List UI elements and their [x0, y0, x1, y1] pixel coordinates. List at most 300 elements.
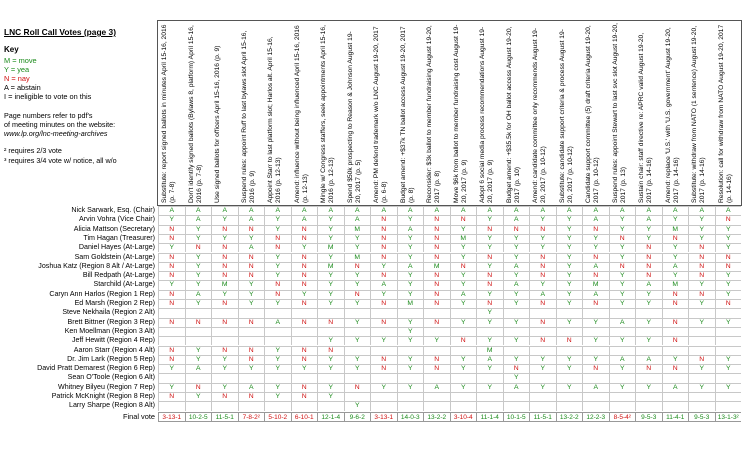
- vote-cell: Y: [476, 336, 503, 345]
- table-row: [0, 318, 742, 327]
- member-name: Joshua Katz (Region 8 Alt / At-Large): [38, 261, 155, 270]
- vote-cell: Y: [291, 290, 318, 299]
- vote-cell: Y: [476, 290, 503, 299]
- vote-cell: N: [238, 271, 265, 280]
- column-header: [585, 23, 603, 203]
- vote-cell: A: [609, 355, 636, 364]
- vote-cell: [662, 346, 689, 355]
- page-note-2: of meeting minutes on the website:: [4, 120, 116, 129]
- vote-cell: N: [370, 225, 397, 234]
- vote-cell: A: [688, 206, 715, 215]
- table-row: [0, 401, 742, 410]
- final-vote-result: 13-1-3²: [715, 412, 742, 422]
- vote-cell: Y: [450, 355, 477, 364]
- vote-cell: [238, 308, 265, 317]
- vote-cell: [370, 327, 397, 336]
- vote-cell: [609, 346, 636, 355]
- vote-cell: A: [503, 262, 530, 271]
- vote-cell: Y: [317, 299, 344, 308]
- vote-cell: Y: [503, 253, 530, 262]
- vote-cell: Y: [609, 253, 636, 262]
- vote-cell: Y: [264, 364, 291, 373]
- vote-cell: N: [688, 243, 715, 252]
- vote-cell: A: [476, 206, 503, 215]
- vote-cell: Y: [317, 215, 344, 224]
- vote-cell: Y: [397, 253, 424, 262]
- vote-cell: N: [635, 364, 662, 373]
- vote-cell: Y: [529, 364, 556, 373]
- vote-cell: N: [370, 271, 397, 280]
- vote-cell: [317, 308, 344, 317]
- vote-cell: [238, 373, 265, 382]
- vote-cell: Y: [397, 234, 424, 243]
- vote-cell: Y: [450, 364, 477, 373]
- vote-cell: A: [317, 206, 344, 215]
- final-vote-result: 11-4-1: [662, 412, 689, 422]
- vote-cell: A: [450, 206, 477, 215]
- vote-cell: N: [423, 318, 450, 327]
- column-header: [373, 23, 391, 203]
- vote-cell: Y: [556, 318, 583, 327]
- final-vote-result: 7-8-2²: [238, 412, 265, 422]
- vote-cell: Y: [185, 280, 212, 289]
- vote-cell: N: [370, 253, 397, 262]
- column-header-text: Amend: influence without being influenced April 15-16, 2016 (p. 12-13): [293, 25, 309, 203]
- vote-cell: Y: [688, 318, 715, 327]
- table-row: [0, 392, 742, 401]
- vote-cell: N: [529, 318, 556, 327]
- key-yea: Y = yea: [4, 65, 30, 74]
- vote-cell: N: [264, 234, 291, 243]
- vote-cell: [688, 308, 715, 317]
- column-header-text: Appoint Starr to last platform slot; Harlos alt. April 15-16, 2016 (p. 12-13): [267, 36, 282, 203]
- vote-cell: M: [211, 280, 238, 289]
- vote-cell: A: [238, 243, 265, 252]
- vote-cell: [264, 308, 291, 317]
- vote-cell: Y: [397, 383, 424, 392]
- vote-cell: A: [582, 262, 609, 271]
- vote-cell: N: [317, 318, 344, 327]
- vote-cell: Y: [264, 262, 291, 271]
- vote-cell: A: [582, 290, 609, 299]
- vote-cell: N: [211, 299, 238, 308]
- vote-cell: Y: [450, 253, 477, 262]
- vote-cell: Y: [529, 243, 556, 252]
- vote-cell: Y: [582, 355, 609, 364]
- vote-cell: N: [715, 215, 742, 224]
- column-header: [214, 23, 232, 203]
- final-vote-result: 11-5-1: [529, 412, 556, 422]
- vote-cell: N: [476, 253, 503, 262]
- vote-cell: N: [662, 299, 689, 308]
- vote-cell: [423, 392, 450, 401]
- vote-cell: N: [715, 253, 742, 262]
- vote-cell: N: [291, 299, 318, 308]
- vote-cell: Y: [344, 355, 371, 364]
- vote-cell: N: [291, 392, 318, 401]
- vote-cell: N: [423, 243, 450, 252]
- vote-cell: N: [503, 225, 530, 234]
- vote-cell: [688, 392, 715, 401]
- page-title: LNC Roll Call Votes (page 3): [4, 27, 116, 37]
- member-name: Steve Nekhaila (Region 2 Alt): [62, 308, 155, 317]
- vote-cell: Y: [211, 364, 238, 373]
- vote-cell: N: [264, 290, 291, 299]
- final-vote-result: 8-5-4²: [609, 412, 636, 422]
- vote-cell: Y: [529, 280, 556, 289]
- vote-cell: M: [344, 225, 371, 234]
- vote-cell: [238, 327, 265, 336]
- column-header: [188, 23, 206, 203]
- key-abstain: A = abstain: [4, 83, 41, 92]
- vote-cell: Y: [688, 364, 715, 373]
- vote-cell: [529, 308, 556, 317]
- vote-cell: Y: [370, 383, 397, 392]
- column-header: [400, 23, 418, 203]
- column-header: [612, 23, 630, 203]
- vote-cell: N: [582, 225, 609, 234]
- table-row: [0, 299, 742, 308]
- vote-cell: Y: [556, 364, 583, 373]
- vote-cell: Y: [158, 364, 185, 373]
- table-row: [0, 215, 742, 224]
- key-ineligible: I = ineligible to vote on this: [4, 92, 92, 101]
- vote-cell: [211, 401, 238, 410]
- vote-cell: Y: [635, 234, 662, 243]
- vote-cell: [688, 346, 715, 355]
- final-vote-result: 11-1-4: [476, 412, 503, 422]
- vote-cell: Y: [609, 225, 636, 234]
- member-name: Jeff Hewitt (Region 4 Rep): [71, 336, 155, 345]
- vote-cell: Y: [476, 318, 503, 327]
- vote-cell: A: [609, 206, 636, 215]
- vote-cell: [529, 392, 556, 401]
- vote-cell: Y: [370, 336, 397, 345]
- vote-cell: A: [715, 206, 742, 215]
- table-row: [0, 280, 742, 289]
- column-header: [638, 23, 656, 203]
- vote-cell: Y: [423, 336, 450, 345]
- vote-cell: N: [662, 234, 689, 243]
- vote-cell: [158, 308, 185, 317]
- vote-cell: Y: [158, 280, 185, 289]
- vote-cell: Y: [450, 383, 477, 392]
- vote-cell: A: [582, 206, 609, 215]
- vote-cell: Y: [211, 355, 238, 364]
- vote-cell: N: [423, 355, 450, 364]
- vote-cell: Y: [688, 225, 715, 234]
- vote-cell: A: [662, 206, 689, 215]
- vote-cell: N: [370, 215, 397, 224]
- vote-cell: [609, 327, 636, 336]
- vote-cell: N: [582, 271, 609, 280]
- vote-cell: Y: [662, 215, 689, 224]
- vote-cell: [397, 392, 424, 401]
- vote-cell: [715, 401, 742, 410]
- vote-cell: Y: [609, 271, 636, 280]
- vote-cell: Y: [185, 271, 212, 280]
- vote-cell: [423, 401, 450, 410]
- column-header-text: Adopt 6 social media process recommendations August 19-20, 2017 (p. 9): [479, 26, 494, 203]
- vote-cell: [609, 373, 636, 382]
- vote-cell: Y: [397, 336, 424, 345]
- vote-cell: [450, 346, 477, 355]
- vote-cell: N: [529, 225, 556, 234]
- column-header: [479, 23, 497, 203]
- member-name: Brett Bittner (Region 3 Rep): [67, 317, 155, 326]
- vote-cell: N: [291, 225, 318, 234]
- member-name: Bill Redpath (At-Large): [82, 271, 155, 280]
- final-vote-result: 5-10-2: [264, 412, 291, 422]
- vote-cell: N: [635, 271, 662, 280]
- vote-cell: N: [185, 383, 212, 392]
- vote-cell: [185, 373, 212, 382]
- vote-cell: Y: [635, 290, 662, 299]
- vote-cell: N: [291, 271, 318, 280]
- vote-cell: Y: [317, 280, 344, 289]
- vote-cell: N: [476, 271, 503, 280]
- vote-cell: Y: [211, 234, 238, 243]
- vote-cell: Y: [688, 234, 715, 243]
- vote-cell: Y: [264, 355, 291, 364]
- vote-cell: N: [158, 262, 185, 271]
- vote-cell: N: [582, 364, 609, 373]
- vote-cell: Y: [529, 234, 556, 243]
- vote-cell: [635, 346, 662, 355]
- vote-cell: Y: [635, 299, 662, 308]
- vote-cell: A: [211, 206, 238, 215]
- vote-cell: [476, 401, 503, 410]
- member-name: Caryn Ann Harlos (Region 1 Rep): [49, 289, 155, 298]
- vote-cell: Y: [556, 383, 583, 392]
- vote-cell: N: [688, 262, 715, 271]
- vote-cell: A: [635, 355, 662, 364]
- final-vote-result: 13-2-2: [556, 412, 583, 422]
- vote-cell: N: [291, 383, 318, 392]
- vote-cell: Y: [344, 271, 371, 280]
- vote-cell: Y: [556, 225, 583, 234]
- table-row: [0, 234, 742, 243]
- vote-cell: Y: [344, 336, 371, 345]
- vote-cell: [291, 401, 318, 410]
- column-header-text: Amend: replace 'U.S.' with 'U.S. government' August 19-20, 2017 (p. 14-16): [664, 27, 680, 203]
- vote-cell: [317, 373, 344, 382]
- vote-cell: Y: [635, 336, 662, 345]
- final-vote-result: 12-1-4: [317, 412, 344, 422]
- member-name: Ed Marsh (Region 2 Rep): [74, 299, 155, 307]
- vote-cell: [211, 336, 238, 345]
- vote-cell: Y: [715, 383, 742, 392]
- column-header: [453, 23, 471, 203]
- member-name: Alicia Mattson (Secretary): [73, 224, 155, 233]
- vote-cell: N: [291, 234, 318, 243]
- column-header-text: Amend: candidate committee only recommends August 19-20, 2017 (p. 10-12): [532, 27, 547, 203]
- vote-cell: Y: [715, 290, 742, 299]
- vote-cell: Y: [662, 271, 689, 280]
- vote-cell: [211, 327, 238, 336]
- vote-cell: Y: [291, 243, 318, 252]
- vote-cell: N: [688, 253, 715, 262]
- vote-cell: [344, 327, 371, 336]
- vote-cell: A: [503, 215, 530, 224]
- vote-cell: Y: [715, 234, 742, 243]
- vote-cell: [370, 401, 397, 410]
- table-row: [0, 346, 742, 355]
- vote-cell: [688, 336, 715, 345]
- vote-cell: Y: [688, 383, 715, 392]
- vote-cell: N: [211, 318, 238, 327]
- vote-cell: N: [476, 299, 503, 308]
- vote-cell: N: [370, 318, 397, 327]
- vote-cell: A: [556, 206, 583, 215]
- table-row: [0, 262, 742, 271]
- vote-cell: Y: [715, 243, 742, 252]
- member-name: Whitney Bilyeu (Region 7 Rep): [58, 382, 155, 391]
- column-header-text: Resolution: call for withdraw from NATO August 19-20, 2017 (p. 14-16): [717, 24, 733, 203]
- table-row: [0, 243, 742, 252]
- vote-cell: N: [423, 299, 450, 308]
- vote-cell: N: [423, 225, 450, 234]
- vote-cell: Y: [476, 215, 503, 224]
- vote-cell: N: [662, 318, 689, 327]
- vote-cell: [529, 327, 556, 336]
- vote-cell: [450, 327, 477, 336]
- vote-cell: [158, 327, 185, 336]
- vote-cell: N: [423, 280, 450, 289]
- vote-cell: A: [635, 206, 662, 215]
- vote-cell: [423, 373, 450, 382]
- vote-cell: N: [158, 290, 185, 299]
- vote-cell: Y: [450, 243, 477, 252]
- vote-cell: M: [662, 225, 689, 234]
- vote-cell: Y: [264, 383, 291, 392]
- vote-cell: A: [450, 290, 477, 299]
- vote-cell: A: [423, 383, 450, 392]
- vote-cell: Y: [317, 336, 344, 345]
- vote-cell: Y: [582, 234, 609, 243]
- vote-cell: Y: [662, 243, 689, 252]
- vote-cell: Y: [317, 364, 344, 373]
- vote-cell: N: [291, 280, 318, 289]
- archive-link[interactable]: www.lp.org/lnc-meeting-archives: [4, 129, 108, 138]
- vote-cell: Y: [158, 383, 185, 392]
- vote-cell: [556, 392, 583, 401]
- vote-cell: Y: [344, 243, 371, 252]
- member-name: Starchild (At-Large): [93, 280, 155, 289]
- vote-cell: Y: [556, 215, 583, 224]
- table-row: [0, 225, 742, 234]
- vote-cell: Y: [317, 383, 344, 392]
- final-vote-result: 10-1-5: [503, 412, 530, 422]
- vote-cell: M: [450, 234, 477, 243]
- vote-cell: N: [476, 225, 503, 234]
- member-name: David Pratt Demarest (Region 6 Rep): [37, 364, 155, 373]
- vote-cell: [450, 401, 477, 410]
- vote-cell: [238, 401, 265, 410]
- vote-cell: N: [423, 290, 450, 299]
- final-vote-result: 9-5-3: [688, 412, 715, 422]
- vote-cell: Y: [582, 318, 609, 327]
- vote-cell: Y: [662, 253, 689, 262]
- member-name: Daniel Hayes (At-Large): [78, 243, 155, 252]
- vote-cell: N: [423, 253, 450, 262]
- vote-cell: [450, 392, 477, 401]
- column-header: [294, 23, 312, 203]
- vote-cell: [688, 401, 715, 410]
- vote-cell: Y: [529, 215, 556, 224]
- vote-cell: Y: [344, 299, 371, 308]
- vote-cell: Y: [397, 327, 424, 336]
- vote-cell: N: [635, 253, 662, 262]
- key-nay: N = nay: [4, 74, 30, 83]
- member-name: Nick Sarwark, Esq. (Chair): [71, 206, 155, 214]
- vote-cell: N: [503, 364, 530, 373]
- vote-cell: N: [211, 271, 238, 280]
- vote-cell: Y: [211, 383, 238, 392]
- vote-cell: Y: [715, 355, 742, 364]
- vote-cell: N: [370, 299, 397, 308]
- vote-cell: Y: [397, 318, 424, 327]
- member-name: Sean O'Toole (Region 6 Alt): [67, 373, 155, 382]
- vote-cell: Y: [344, 364, 371, 373]
- member-name: Patrick McKnight (Region 8 Rep): [51, 392, 155, 400]
- vote-cell: Y: [185, 262, 212, 271]
- column-header-text: Amend: PM defend trademark w/o LNC August 19-20, 2017 (p. 6-8): [373, 26, 388, 203]
- vote-cell: Y: [264, 225, 291, 234]
- vote-cell: [582, 401, 609, 410]
- final-vote-result: 13-2-2: [423, 412, 450, 422]
- vote-cell: Y: [317, 392, 344, 401]
- vote-cell: M: [317, 262, 344, 271]
- vote-cell: Y: [317, 290, 344, 299]
- vote-cell: A: [238, 206, 265, 215]
- member-name: Larry Sharpe (Region 8 Alt): [69, 401, 155, 410]
- vote-cell: N: [185, 318, 212, 327]
- vote-cell: [662, 392, 689, 401]
- vote-cell: Y: [397, 271, 424, 280]
- vote-cell: [556, 401, 583, 410]
- vote-cell: Y: [609, 336, 636, 345]
- member-name: Tim Hagan (Treasurer): [83, 233, 155, 242]
- vote-cell: N: [344, 383, 371, 392]
- vote-cell: Y: [476, 308, 503, 317]
- vote-cell: Y: [556, 243, 583, 252]
- vote-cell: A: [503, 206, 530, 215]
- key-move: M = move: [4, 56, 37, 65]
- vote-cell: [291, 308, 318, 317]
- member-name: Arvin Vohra (Vice Chair): [79, 215, 155, 224]
- vote-cell: [609, 392, 636, 401]
- vote-cell: N: [291, 262, 318, 271]
- vote-cell: Y: [556, 271, 583, 280]
- vote-cell: N: [715, 299, 742, 308]
- vote-cell: Y: [211, 290, 238, 299]
- vote-cell: A: [529, 206, 556, 215]
- column-header-text: Substitute: report signed ballots in minutes April 15-16, 2016 (p. 7-8): [161, 24, 176, 203]
- vote-cell: Y: [397, 243, 424, 252]
- vote-cell: Y: [582, 243, 609, 252]
- vote-cell: Y: [158, 215, 185, 224]
- column-header-text: Suspend rules: appoint Stewart to last svc slot August 19-20, 2017 (p. 13): [611, 23, 627, 203]
- vote-cell: [423, 308, 450, 317]
- vote-cell: A: [662, 262, 689, 271]
- vote-cell: N: [158, 271, 185, 280]
- vote-cell: N: [158, 392, 185, 401]
- vote-cell: Y: [344, 234, 371, 243]
- vote-cell: Y: [476, 243, 503, 252]
- vote-cell: A: [503, 280, 530, 289]
- vote-cell: [582, 373, 609, 382]
